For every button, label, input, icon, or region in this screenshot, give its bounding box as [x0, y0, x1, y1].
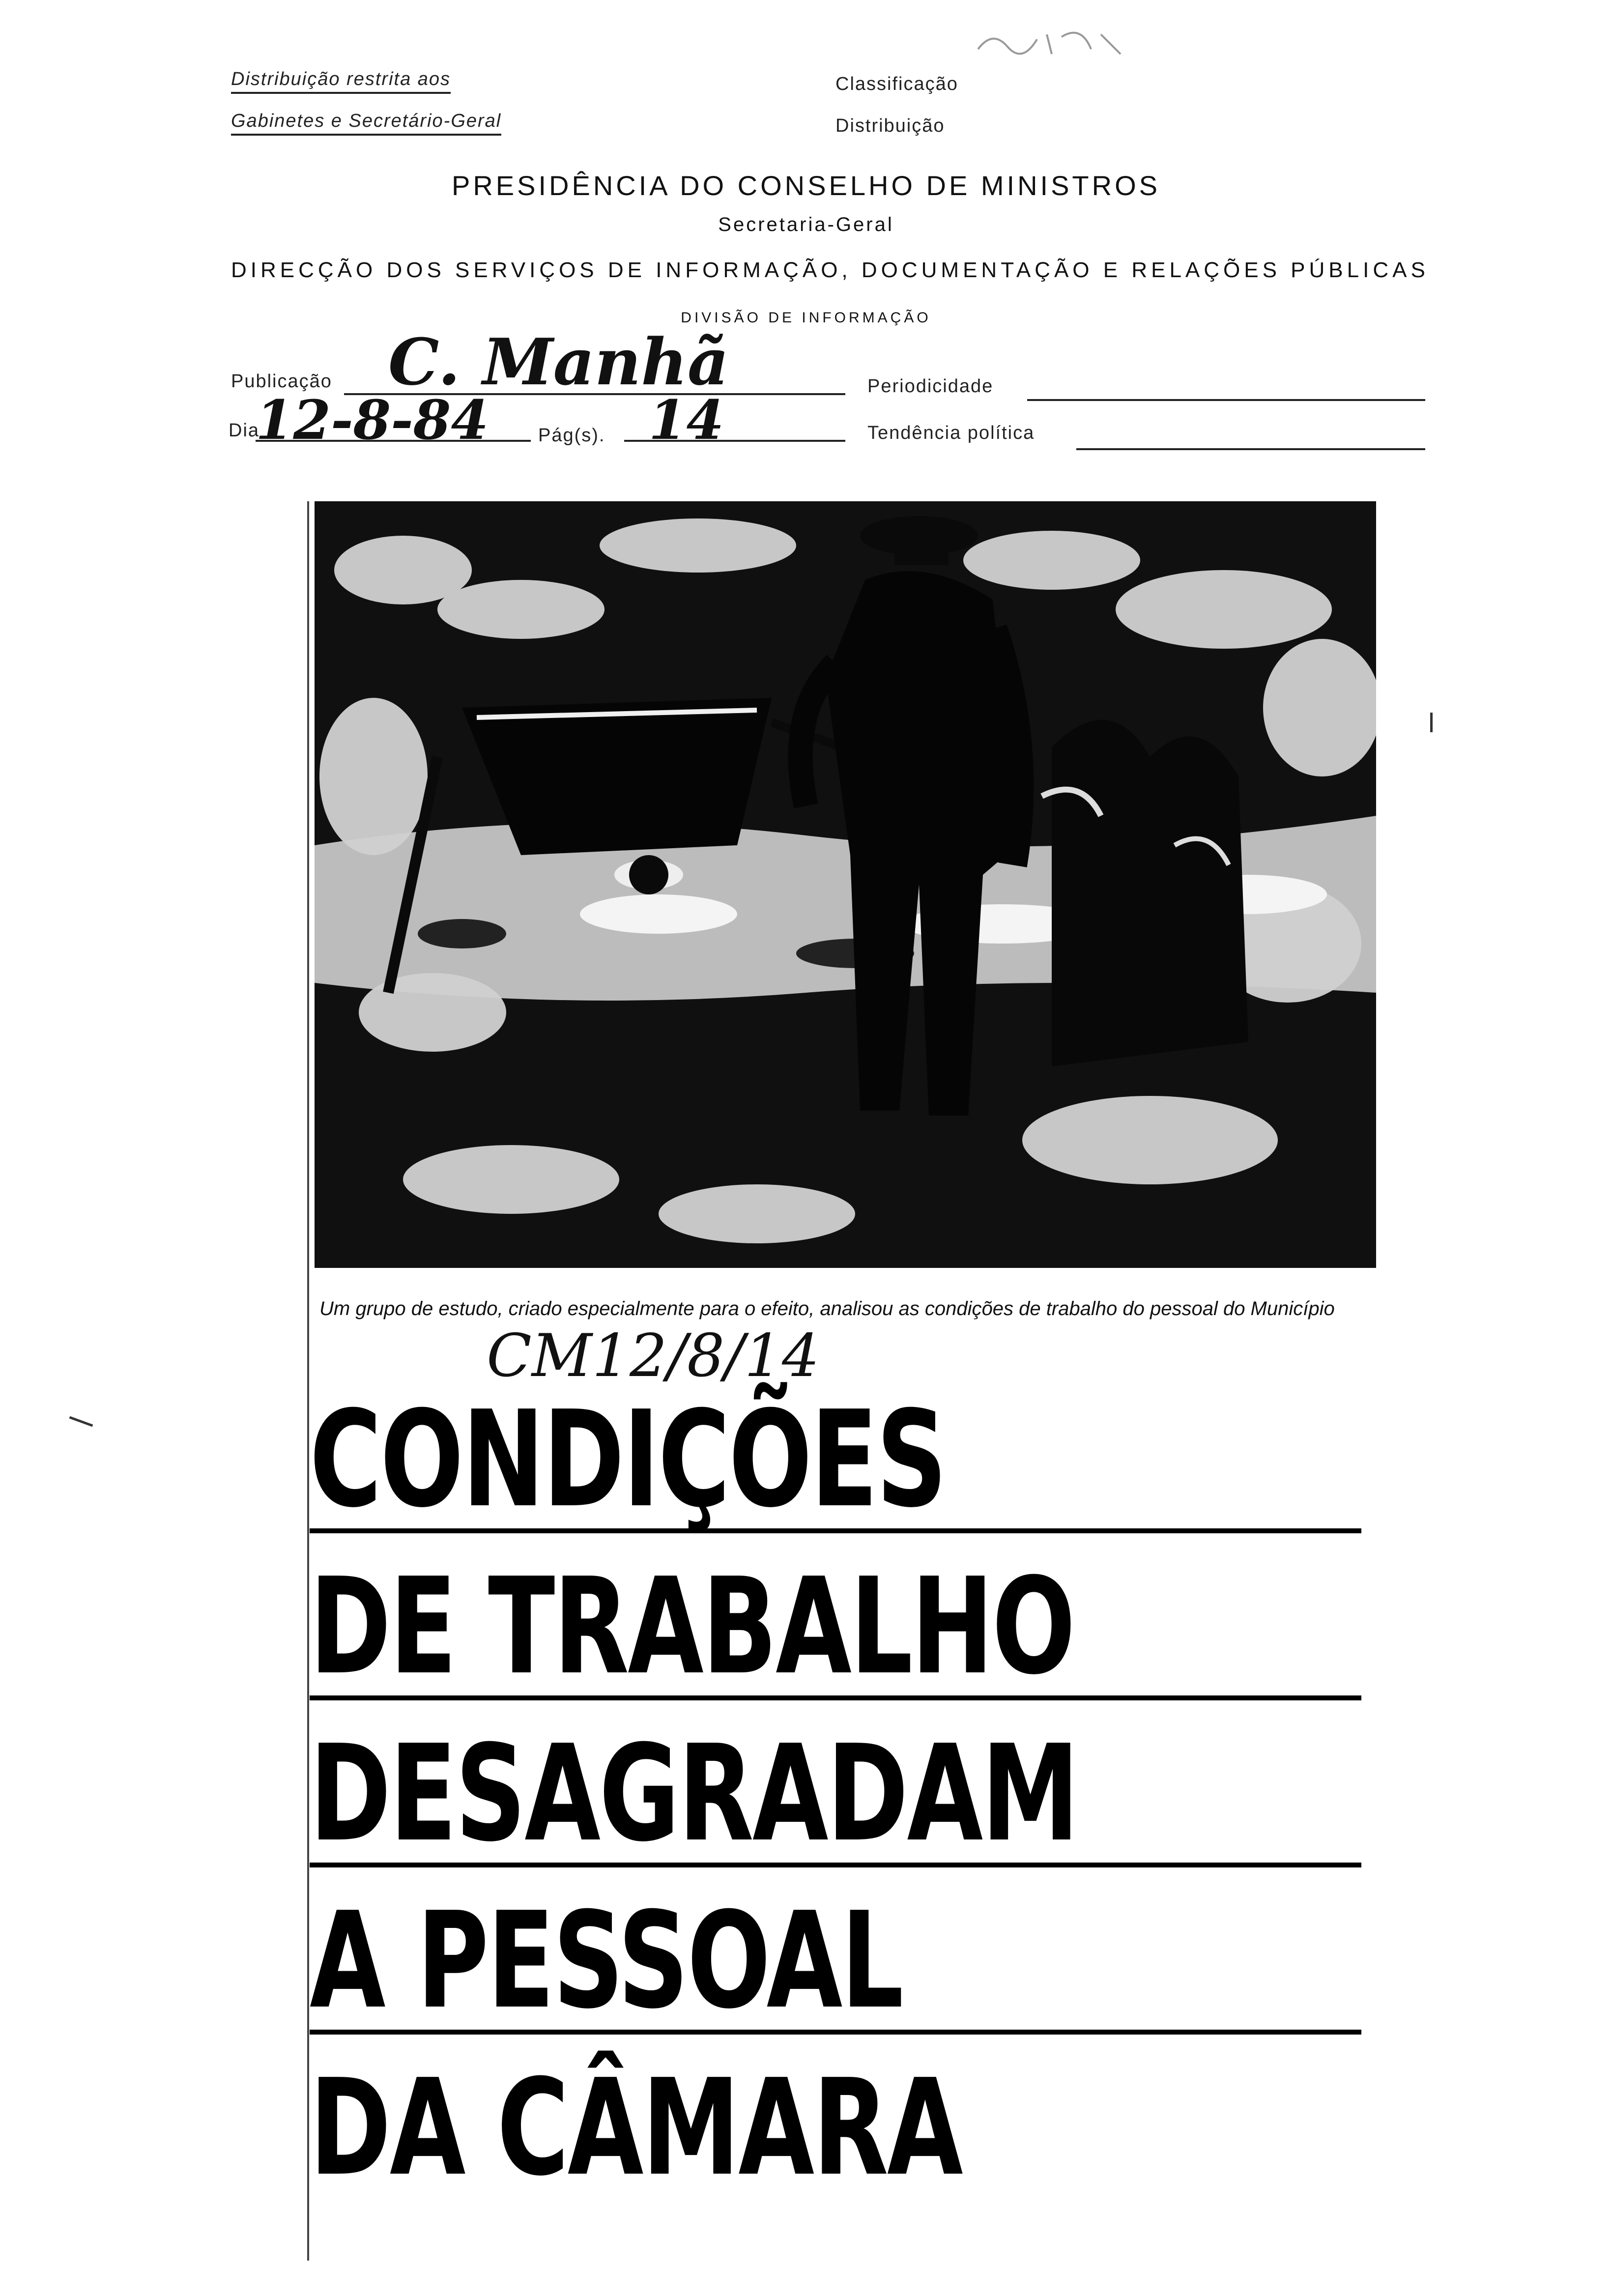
headline-rule-4 — [310, 2030, 1361, 2035]
day-underline — [256, 440, 531, 442]
headline-rule-1 — [310, 1528, 1361, 1533]
margin-mark — [69, 1416, 93, 1427]
pages-label: Pág(s). — [538, 425, 605, 446]
day-label: Dia — [229, 420, 260, 441]
restricted-distribution-line2: Gabinetes e Secretário-Geral — [231, 111, 501, 136]
pages-underline — [624, 440, 845, 442]
restricted-distribution-line1: Distribuição restrita aos — [231, 69, 451, 94]
headline-line-3: DESAGRADAM — [310, 1716, 1078, 1871]
periodicity-label: Periodicidade — [867, 376, 994, 397]
pages-value: 14 — [649, 388, 724, 452]
headline-line-1: CONDIÇÕES — [310, 1382, 946, 1537]
headline-rule-3 — [310, 1863, 1361, 1867]
headline-line-4: A PESSOAL — [310, 1883, 902, 2038]
headline-line-5: DA CÂMARA — [310, 2050, 962, 2205]
photo-caption: Um grupo de estudo, criado especialmente para o efeito, analisou as condições de trabalho do pessoal do Município — [319, 1298, 1335, 1320]
periodicity-underline — [1027, 399, 1425, 401]
tendency-label: Tendência política — [867, 423, 1035, 443]
secretariat-subtitle: Secretaria-Geral — [718, 214, 894, 235]
headline-rule-2 — [310, 1695, 1361, 1700]
news-photo — [315, 501, 1376, 1268]
distribution-label: Distribuição — [835, 115, 945, 136]
headline-line-2: DE TRABALHO — [310, 1549, 1074, 1704]
publication-label: Publicação — [231, 371, 332, 392]
classification-label: Classificação — [835, 74, 958, 94]
handwritten-annotation: CM12/8/14 — [487, 1322, 820, 1390]
institution-title: PRESIDÊNCIA DO CONSELHO DE MINISTROS — [452, 170, 1160, 201]
tendency-underline — [1076, 448, 1425, 450]
publication-value: C. Manhã — [388, 324, 729, 400]
directorate-title: DIRECÇÃO DOS SERVIÇOS DE INFORMAÇÃO, DOCUMENTAÇÃO E RELAÇÕES PÚBLICAS — [231, 258, 1429, 282]
division-title: DIVISÃO DE INFORMAÇÃO — [681, 310, 931, 326]
day-value: 12-8-84 — [256, 388, 489, 452]
margin-mark-right — [1430, 713, 1433, 732]
scribble-mark — [973, 20, 1150, 64]
clipping-border-left — [307, 501, 309, 2261]
